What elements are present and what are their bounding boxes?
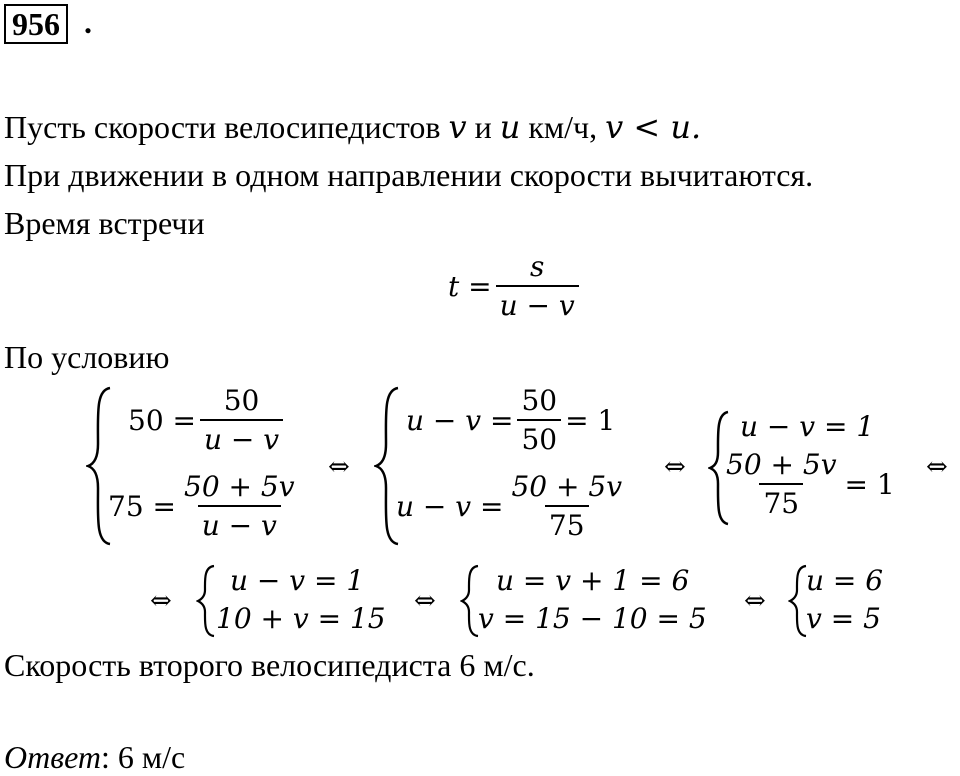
formula-time-fraction: [496, 250, 579, 322]
s1r2-den: u − v: [198, 505, 281, 542]
formula-time: [448, 250, 583, 322]
answer-value: 6 м/с: [109, 739, 186, 775]
system-1-row-2: [108, 470, 303, 542]
s1r1-lhs: 50 =: [128, 403, 196, 437]
text-speeds-intro: Пусть скорости велосипедистов: [4, 109, 449, 145]
system-5-row-1: [496, 564, 689, 597]
s4r2: 10 + v = 15: [216, 602, 386, 635]
problem-number: 956: [12, 6, 60, 42]
answer-line: [4, 738, 185, 776]
s2r2-den: 75: [545, 505, 589, 542]
s1r2-lhs: 75 =: [108, 489, 176, 523]
system-1-row-1: [128, 384, 287, 456]
s3r1: u − v = 1: [740, 410, 875, 443]
paragraph-by-condition: По условию: [4, 339, 170, 375]
s3r2-rhs: = 1: [844, 467, 895, 501]
fraction-denominator: u − v: [496, 285, 579, 322]
s5r2: v = 15 − 10 = 5: [478, 602, 707, 635]
equiv-3: ⇔: [926, 452, 948, 482]
equiv-6: ⇔: [744, 586, 766, 616]
equiv-1: ⇔: [328, 452, 350, 482]
s2r1-den: 50: [517, 419, 561, 456]
s3r2-den: 75: [759, 483, 803, 520]
system-3-row-2: [718, 448, 895, 520]
answer-label: Ответ: [4, 739, 101, 775]
system-6-row-1: [806, 564, 883, 597]
system-2-row-2: [396, 470, 630, 542]
s4r1: u − v = 1: [230, 564, 365, 597]
paragraph-result: Скорость второго велосипедиста 6 м/с.: [4, 647, 535, 683]
answer-colon: :: [101, 739, 110, 775]
equiv-5: ⇔: [414, 586, 436, 616]
s6r1: u = 6: [806, 564, 884, 597]
paragraph-meeting-time: Время встречи: [4, 205, 205, 241]
system-4-brace-icon: [196, 562, 218, 640]
s6r2: v = 5: [806, 602, 881, 635]
inequality: v < u.: [605, 108, 702, 146]
text-units: км/ч,: [520, 109, 606, 145]
fraction-numerator: s: [530, 250, 545, 283]
system-4-row-1: [230, 564, 364, 597]
s3r2-num: 50 + 5v: [726, 448, 837, 481]
equiv-2: ⇔: [664, 452, 686, 482]
system-2-row-1: [406, 384, 615, 456]
system-3-row-1: [740, 410, 874, 443]
formula-time-lhs: t =: [448, 269, 492, 303]
s2r2-lhs: u − v =: [396, 489, 504, 523]
s1r1-den: u − v: [200, 419, 283, 456]
s1r2-num: 50 + 5v: [184, 470, 295, 503]
problem-number-dot: .: [84, 4, 92, 40]
s2r1-rhs: = 1: [565, 403, 616, 437]
var-u: u: [499, 108, 521, 146]
equiv-4: ⇔: [150, 586, 172, 616]
problem-number-box: [4, 4, 68, 44]
var-v: v: [448, 108, 467, 146]
text-and: и: [466, 109, 500, 145]
system-5-row-2: [478, 602, 707, 635]
s2r2-num: 50 + 5v: [511, 470, 623, 503]
paragraph-speeds: [4, 108, 701, 146]
s2r1-lhs: u − v =: [406, 403, 514, 437]
s2r1-num: 50: [521, 384, 558, 417]
system-6-row-2: [806, 602, 881, 635]
system-4-row-2: [216, 602, 386, 635]
s5r1: u = v + 1 = 6: [496, 564, 690, 597]
s1r1-num: 50: [223, 384, 260, 417]
paragraph-direction: При движении в одном направлении скорости вычитаются.: [4, 157, 814, 193]
